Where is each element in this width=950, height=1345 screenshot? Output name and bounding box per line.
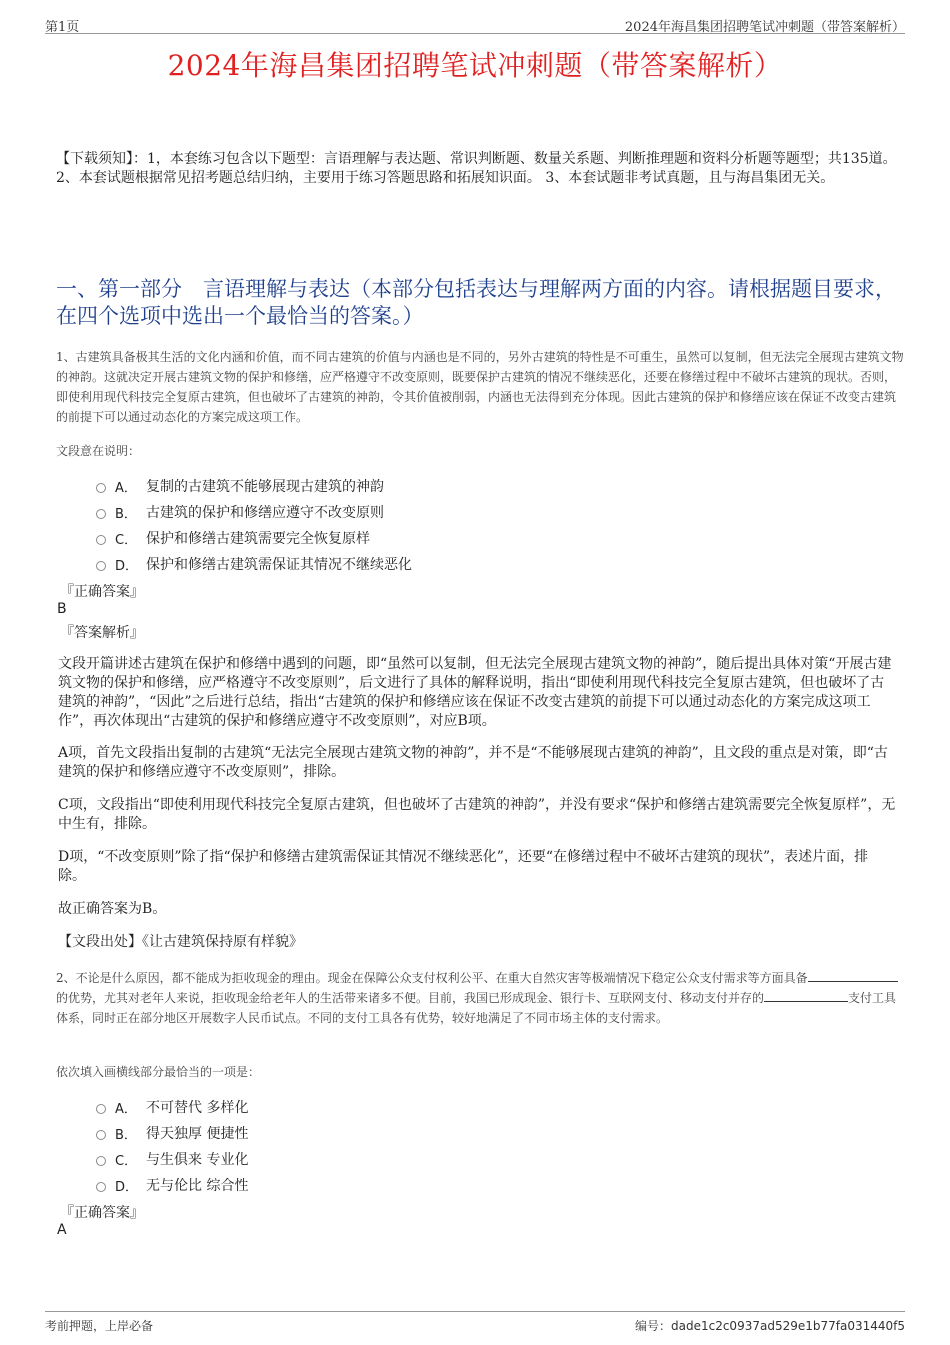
question-1-text: 1、古建筑具备极其生活的文化内涵和价值，而不同古建筑的价值与内涵也是不同的，另外古建筑的特性是不可重生，虽然可以复制，但无法完全展现古建筑文物的神韵。这就决定开展古建筑文物的保护和修缮，应严格遵守不改变原则，既要保护古建筑的情况不继续恶化，还要在修缮过程中不破坏古建筑的现状。否则，即使利用现代科技完全复原古建筑，但也破坏了古建筑的神韵，令其价值被削弱，内涵也无法得到充分体现。因此古建筑的保护和修缮应该在保证不改变古建筑的前提下可以通过动态化的方案完成这项工作。 — [56, 350, 904, 424]
option-d[interactable]: D． 保护和修缮古建筑需保证其情况不继续恶化 — [96, 551, 412, 577]
correct-answer: A — [57, 1222, 67, 1238]
radio-icon[interactable] — [96, 1130, 106, 1140]
question-1-prompt: 文段意在说明： — [56, 444, 141, 458]
radio-icon[interactable] — [96, 1156, 106, 1166]
correct-answer-label: 『正确答案』 — [60, 584, 144, 600]
document-code: 编号：dade1c2c0937ad529e1b77fa031440f5 — [634, 1319, 905, 1333]
analysis-label: 『答案解析』 — [60, 625, 144, 641]
radio-icon[interactable] — [96, 561, 106, 571]
correct-answer: B — [57, 601, 67, 617]
analysis-paragraph: 文段开篇讲述古建筑在保护和修缮中遇到的问题，即“虽然可以复制，但无法完全展现古建筑文物的神韵”，随后提出具体对策“开展古建筑文物的保护和修缮，应严格遵守不改变原则”，后文进行了具体的解释说明，指出“即使利用现代科技完全复原古建筑，但也破坏了古建筑的神韵”，“因此”之后进行总结，指出“古建筑的保护和修缮应该在保证不改变古建筑的前提下可以通过动态化的方案完成这项工作”，再次体现出“古建筑的保护和修缮应遵守不改变原则”，对应B项。 — [58, 656, 892, 729]
option-a[interactable]: A． 不可替代 多样化 — [96, 1094, 248, 1120]
section-heading: 一、第一部分 言语理解与表达（本部分包括表达与理解两方面的内容。请根据题目要求，在四个选项中选出一个最恰当的答案。） — [56, 277, 896, 328]
document-title: 2024年海昌集团招聘笔试冲刺题（带答案解析） — [167, 49, 783, 82]
option-b[interactable]: B． 得天独厚 便捷性 — [96, 1120, 248, 1146]
page-footer — [45, 1311, 905, 1337]
analysis-paragraph: A项，首先文段指出复制的古建筑“无法完全展现古建筑文物的神韵”，并不是“不能够展现古建筑的神韵”，且文段的重点是对策，即“古建筑的保护和修缮应遵守不改变原则”，排除。 — [58, 745, 888, 780]
source-citation: 【文段出处】《让古建筑保持原有样貌》 — [58, 934, 303, 950]
analysis-paragraph: C项，文段指出“即使利用现代科技完全复原古建筑，但也破坏了古建筑的神韵”，并没有要求“保护和修缮古建筑需要完全恢复原样”，无中生有，排除。 — [58, 797, 896, 832]
radio-icon[interactable] — [96, 535, 106, 545]
page-header — [45, 14, 905, 34]
option-d[interactable]: D． 无与伦比 综合性 — [96, 1172, 248, 1198]
analysis-paragraph: D项，“不改变原则”除了指“保护和修缮古建筑需保证其情况不继续恶化”，还要“在修缮过程中不破坏古建筑的现状”，表述片面，排除。 — [58, 849, 869, 884]
page-number: 第1页 — [45, 20, 80, 35]
question-2-text: 2、不论是什么原因，都不能成为拒收现金的理由。现金在保障公众支付权利公平、在重大自然灾害等极端情况下稳定公众支付需求等方面具备的优势，尤其对老年人来说，拒收现金给老年人的生活带来诸多不便。目前，我国已形成现金、银行卡、互联网支付、移动支付并存的 支付工具体系，同时正在部分地区开展数字人民币试点。不同的支付工具各有优势，较好地满足了不同市场主体的支付需求。 — [56, 971, 897, 1025]
question-2-prompt: 依次填入画横线部分最恰当的一项是： — [56, 1065, 261, 1079]
fill-blank-2 — [764, 989, 848, 1002]
fill-blank-1 — [808, 969, 898, 982]
question-1-options — [96, 473, 412, 577]
option-a[interactable]: A． 复制的古建筑不能够展现古建筑的神韵 — [96, 473, 412, 499]
option-c[interactable]: C． 保护和修缮古建筑需要完全恢复原样 — [96, 525, 412, 551]
option-c[interactable]: C． 与生俱来 专业化 — [96, 1146, 248, 1172]
header-doc-title: 2024年海昌集团招聘笔试冲刺题（带答案解析） — [624, 20, 905, 35]
radio-icon[interactable] — [96, 509, 106, 519]
radio-icon[interactable] — [96, 483, 106, 493]
footer-slogan: 考前押题，上岸必备 — [45, 1319, 154, 1333]
radio-icon[interactable] — [96, 1104, 106, 1114]
option-b[interactable]: B． 古建筑的保护和修缮应遵守不改变原则 — [96, 499, 412, 525]
download-notice: 【下载须知】：1，本套练习包含以下题型：言语理解与表达题、常识判断题、数量关系题、判断推理题和资料分析题等题型；共135道。 2、本套试题根据常见招考题总结归纳，主要用于练习答题思路和拓展知识面。 3、本套试题非考试真题，且与海昌集团无关。 — [56, 151, 897, 186]
analysis-conclusion: 故正确答案为B。 — [58, 901, 167, 917]
radio-icon[interactable] — [96, 1182, 106, 1192]
question-2-options — [96, 1094, 248, 1198]
correct-answer-label: 『正确答案』 — [60, 1205, 144, 1221]
